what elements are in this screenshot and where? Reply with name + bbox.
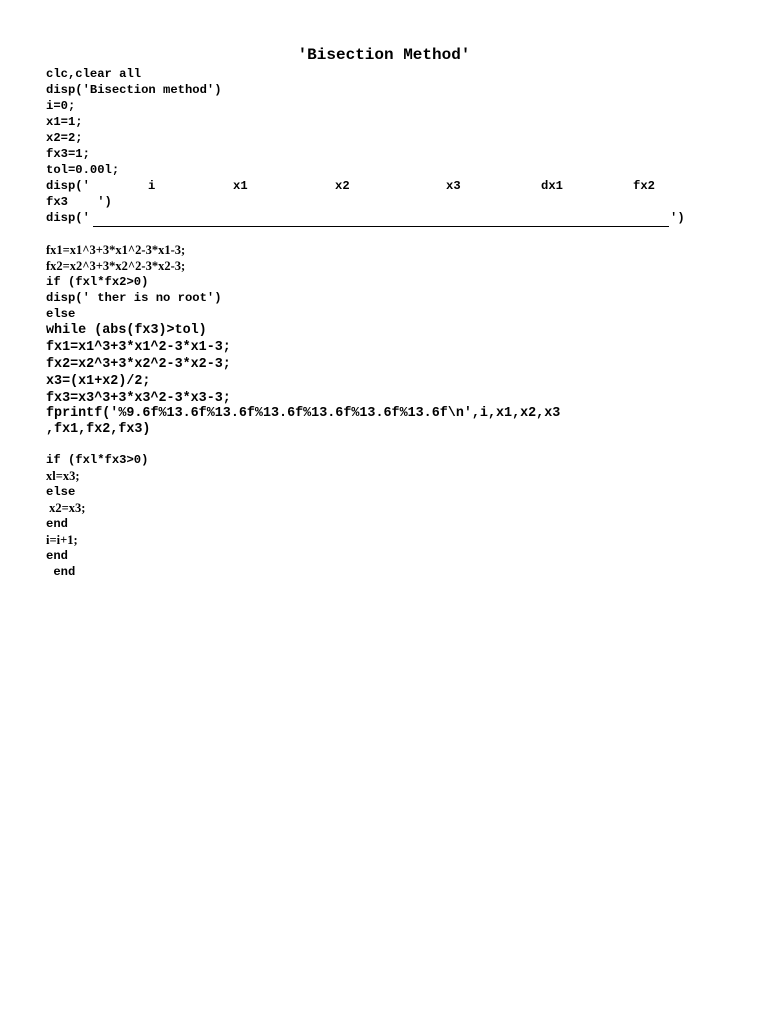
code-line-fprintf-cont: ,fx1,fx2,fx3) [46,422,151,437]
code-line-clc: clc,clear all [46,67,142,81]
code-line-loop-fx2: fx2=x2^3+3*x2^2-3*x2-3; [46,357,231,372]
code-line-disp-header-cont: fx3 ') [46,195,112,209]
code-line-disp-title: disp('Bisection method') [46,83,222,97]
column-header-dx1: dx1 [541,179,563,193]
code-line-fprintf: fprintf('%9.6f%13.6f%13.6f%13.6f%13.6f%13.6f%13.6f\n',i,x1,x2,x3 [46,406,561,421]
document-title: 'Bisection Method' [297,46,471,64]
code-line-end-if: end [46,517,68,531]
code-line-disp-no-root: disp(' ther is no root') [46,291,222,305]
code-line-x3: x3=(x1+x2)/2; [46,374,151,389]
column-header-fx2: fx2 [633,179,655,193]
disp-header-start: disp(' [46,179,90,193]
code-line-init-tol: tol=0.00l; [46,163,120,177]
code-line-init-x1: x1=1; [46,115,83,129]
code-line-if-root-check: if (fxl*fx2>0) [46,275,149,289]
disp-rule-end: ') [670,211,685,225]
code-line-else-2: else [46,485,76,499]
code-line-increment: i=i+1; [46,533,78,547]
code-line-x2-assign: x2=x3; [46,501,86,515]
column-header-x2: x2 [335,179,350,193]
code-line-init-i: i=0; [46,99,76,113]
code-line-init-fx3: fx3=1; [46,147,90,161]
code-line-xl-assign: xl=x3; [46,469,80,483]
code-line-fx3: fx3=x3^3+3*x3^2-3*x3-3; [46,391,231,406]
code-line-fx1: fx1=x1^3+3*x1^2-3*x1-3; [46,243,186,257]
code-line-fx2: fx2=x2^3+3*x2^2-3*x2-3; [46,259,186,273]
code-line-init-x2: x2=2; [46,131,83,145]
underline-rule [93,226,669,227]
code-line-while: while (abs(fx3)>tol) [46,323,207,338]
column-header-x1: x1 [233,179,248,193]
code-line-end-while: end [46,549,68,563]
column-header-x3: x3 [446,179,461,193]
code-line-end-else: end [46,565,76,579]
code-line-loop-fx1: fx1=x1^3+3*x1^2-3*x1-3; [46,340,231,355]
code-line-else: else [46,307,76,321]
disp-rule-start: disp(' [46,211,90,225]
code-line-if-sign-check: if (fxl*fx3>0) [46,453,149,467]
column-header-i: i [148,179,156,193]
